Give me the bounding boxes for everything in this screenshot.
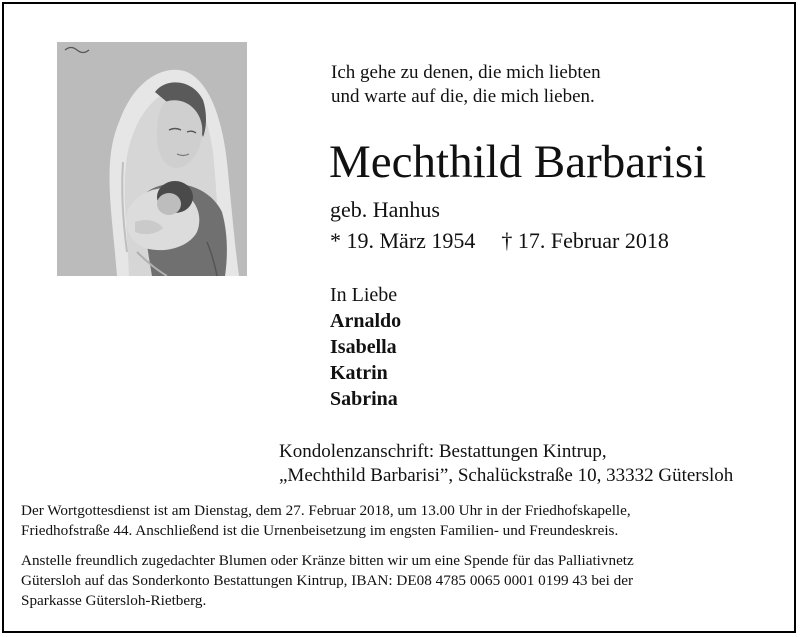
mourner-name: Arnaldo xyxy=(330,310,402,332)
poem xyxy=(331,61,601,109)
mourners-intro: In Liebe xyxy=(330,284,398,306)
life-dates xyxy=(330,227,669,255)
mourners-block xyxy=(330,282,401,412)
mourner-name: Isabella xyxy=(330,336,397,358)
donation-line: Sparkasse Gütersloh-Rietberg. xyxy=(21,592,207,609)
donation-line: Anstelle freundlich zugedachter Blumen oder Kränze bitten wir um eine Spende für das Palliativnetz xyxy=(21,552,634,569)
poem-line: Ich gehe zu denen, die mich liebten xyxy=(331,62,601,83)
service-line: Der Wortgottesdienst ist am Dienstag, dem 27. Februar 2018, um 13.00 Uhr in der Friedhofskapelle, xyxy=(21,502,631,519)
service-line: Friedhofstraße 44. Anschließend ist die Urnenbeisetzung im engsten Familien- und Freundeskreis. xyxy=(21,522,619,539)
donation-info xyxy=(21,551,787,611)
condolence-line: Kondolenzanschrift: Bestattungen Kintrup, xyxy=(279,441,607,462)
donation-line: Gütersloh auf das Sonderkonto Bestattungen Kintrup, IBAN: DE08 4785 0065 0001 0199 43 bei der xyxy=(21,572,634,589)
madonna-image xyxy=(57,42,247,276)
birth-date: * 19. März 1954 xyxy=(330,228,476,253)
service-info xyxy=(21,501,787,541)
poem-line: und warte auf die, die mich lieben. xyxy=(331,86,595,107)
birth-name: geb. Hanhus xyxy=(330,197,440,222)
mourner-name: Sabrina xyxy=(330,388,398,410)
condolence-line: „Mechthild Barbarisi”, Schalückstraße 10, 33332 Gütersloh xyxy=(279,465,734,486)
deceased-name: Mechthild Barbarisi xyxy=(329,136,707,188)
condolence-address xyxy=(279,440,733,488)
mourner-name: Katrin xyxy=(330,362,388,384)
death-date: † 17. Februar 2018 xyxy=(501,228,669,253)
